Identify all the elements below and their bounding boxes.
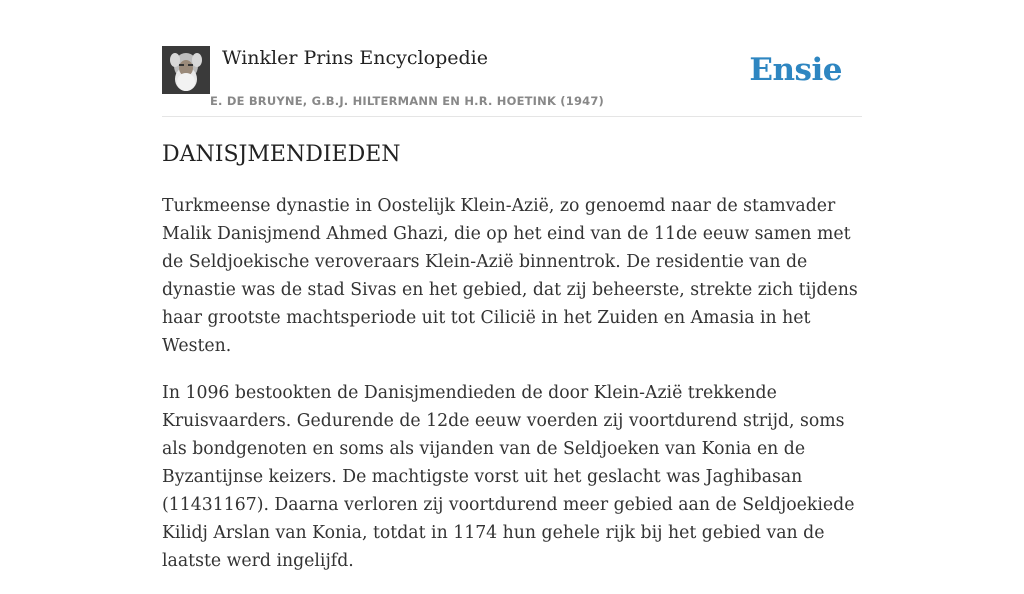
article-page	[162, 0, 862, 571]
source-header	[162, 46, 862, 117]
source-authors: E. DE BRUYNE, G.B.J. HILTERMANN EN H.R. HOETINK (1947)	[210, 94, 605, 108]
portrait-image	[162, 46, 210, 94]
entry-paragraph-2: In 1096 bestookten de Danisjmendieden de door Klein-Azië trekkende Kruisvaarders. Gedurende de 12de eeuw voerden zij voortdurend strijd, soms als bondgenoten en soms als vijanden van de Seldjoeken van Konia en de Byzantijnse keizers. De machtigste vorst uit het geslacht was Jaghibasan (11431167). Daarna verloren zij voortdurend meer gebied aan de Seldjoekiede Kilidj Arslan van Konia, totdat in 1174 hun gehele rijk bij het gebied van de laatste werd ingelijfd.	[162, 383, 855, 571]
author-avatar[interactable]	[162, 46, 210, 94]
entry-title: DANISJMENDIEDEN	[162, 142, 401, 167]
entry-paragraph-1: Turkmeense dynastie in Oostelijk Klein-Azië, zo genoemd naar de stamvader Malik Danisjmend Ahmed Ghazi, die op het eind van de 11de eeuw samen met de Seldjoekische veroveraars Klein-Azië binnentrok. De residentie van de dynastie was de stad Sivas en het gebied, dat zij beheerste, strekte zich tijdens haar grootste machtsperiode uit tot Cilicië in het Zuiden en Amasia in het Westen.	[162, 196, 858, 356]
ensie-logo[interactable]: Ensie	[749, 52, 842, 88]
entry-body	[162, 192, 862, 594]
source-title[interactable]: Winkler Prins Encyclopedie	[222, 47, 488, 69]
